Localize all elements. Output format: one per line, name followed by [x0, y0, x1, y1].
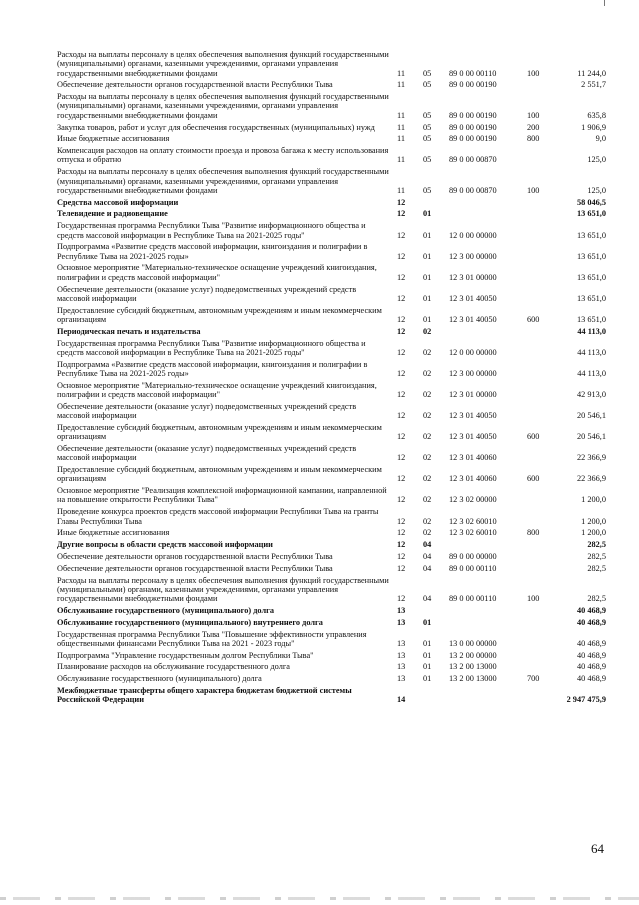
row-amount: 20 546,1: [576, 432, 606, 442]
row-section: 11: [397, 185, 405, 195]
row-target-article: 12 3 00 00000: [449, 251, 497, 261]
row-section: 12: [397, 251, 406, 261]
row-amount: 58 046,5: [576, 197, 606, 207]
row-expense-type: [527, 208, 562, 220]
row-subsection: 04: [423, 540, 432, 550]
row-expense-type: [527, 443, 562, 464]
row-name: Средства массовой информации: [57, 197, 179, 207]
row-amount: 13 651,0: [576, 293, 606, 303]
row-section: 12: [397, 432, 406, 442]
row-amount: 1 906,9: [581, 122, 606, 132]
row-target-article: 12 0 00 00000: [449, 230, 497, 240]
row-name: Основное мероприятие "Реализация комплексной информационной кампании, направленной на повышение открытости Республики Тыва": [57, 486, 387, 505]
row-subsection: 05: [423, 185, 432, 195]
row-expense-type: 600: [527, 474, 540, 484]
row-target-article: [449, 617, 527, 629]
row-name: Обеспечение деятельности (оказание услуг) подведомственных учреждений средств массовой информации: [57, 401, 357, 421]
row-expense-type: [527, 685, 562, 706]
row-expense-type: [527, 241, 562, 262]
row-section: 11: [397, 134, 405, 144]
row-target-article: 13 2 00 00000: [449, 650, 497, 660]
table-row: [57, 145, 612, 166]
row-expense-type: [527, 326, 562, 338]
budget-table: [57, 49, 612, 706]
row-name: Расходы на выплаты персоналу в целях обеспечения выполнения функций государственными (муниципальными) органами, казенными учреждениями, органами управления государственными внебюджетными фондами: [57, 92, 389, 120]
table-row: [57, 401, 612, 422]
row-amount: 1 200,0: [581, 528, 606, 538]
row-expense-type: [527, 145, 562, 166]
row-section: 12: [397, 326, 406, 336]
row-section: 12: [397, 293, 406, 303]
row-subsection: 01: [423, 230, 432, 240]
row-target-article: 12 3 01 40060: [449, 474, 497, 484]
row-subsection: 05: [423, 80, 432, 90]
row-amount: 282,5: [587, 594, 606, 604]
row-target-article: 12 3 01 40050: [449, 293, 497, 303]
row-name: Периодическая печать и издательства: [57, 326, 201, 336]
row-target-article: 12 0 00 00000: [449, 347, 497, 357]
row-target-article: 12 3 00 00000: [449, 368, 497, 378]
row-name: Обслуживание государственного (муниципального) долга: [57, 605, 275, 615]
row-subsection: 02: [423, 432, 432, 442]
table-row: [57, 485, 612, 506]
row-subsection: 05: [423, 110, 432, 120]
row-name: Обеспечение деятельности (оказание услуг) подведомственных учреждений средств массовой информации: [57, 284, 357, 303]
row-target-article: 13 0 00 00000: [449, 638, 497, 648]
row-subsection: 02: [423, 347, 432, 357]
row-target-article: 89 0 00 00870: [449, 155, 497, 165]
row-subsection: 01: [423, 293, 432, 303]
table-row: [57, 685, 612, 706]
row-expense-type: [527, 506, 562, 527]
row-amount: 1 200,0: [581, 495, 606, 505]
row-name: Иные бюджетные ассигнования: [57, 528, 170, 538]
row-target-article: 89 0 00 00110: [449, 594, 497, 604]
row-amount: 2 551,7: [581, 80, 606, 90]
row-expense-type: [527, 650, 562, 662]
row-section: 12: [397, 563, 406, 573]
row-subsection: 04: [423, 594, 432, 604]
row-target-article: 12 3 02 60010: [449, 528, 497, 538]
table-row: [57, 208, 612, 220]
row-amount: 20 546,1: [576, 411, 606, 421]
table-row: [57, 79, 612, 91]
row-expense-type: [527, 262, 562, 283]
table-row: [57, 262, 612, 283]
row-name: Предоставление субсидий бюджетным, автономным учреждениям и иным некоммерческим организациям: [57, 305, 382, 324]
row-expense-type: [527, 605, 562, 617]
row-subsection: 05: [423, 155, 432, 165]
row-expense-type: [527, 220, 562, 241]
table-row: [57, 380, 612, 401]
table-row: [57, 563, 612, 575]
row-amount: 40 468,9: [576, 638, 606, 648]
row-expense-type: 700: [527, 674, 540, 684]
row-amount: 13 651,0: [576, 314, 606, 324]
row-amount: 42 913,0: [576, 390, 606, 399]
row-target-article: [449, 208, 527, 220]
scan-bottom-edge: [0, 897, 639, 900]
table-body: [57, 49, 612, 706]
table-row: [57, 166, 612, 196]
row-section: 12: [397, 540, 406, 550]
row-name: Государственная программа Республики Тыва "Развитие информационного общества и средств массовой информации в Республике Тыва на 2021-2025 годы": [57, 221, 366, 240]
table-row: [57, 673, 612, 685]
row-amount: 40 468,9: [576, 605, 606, 615]
row-expense-type: 100: [527, 68, 540, 78]
row-expense-type: [527, 661, 562, 673]
table-row: [57, 506, 612, 527]
row-name: Предоставление субсидий бюджетным, автономным учреждениям и иным некоммерческим организациям: [57, 422, 382, 442]
row-subsection: 01: [423, 650, 432, 660]
row-target-article: [449, 605, 527, 617]
row-section: 12: [397, 314, 406, 324]
row-section: 13: [397, 638, 406, 648]
row-name: Предоставление субсидий бюджетным, автономным учреждениям и иным некоммерческим организациям: [57, 465, 382, 484]
row-amount: 44 113,0: [577, 368, 606, 378]
row-target-article: 12 3 01 40050: [449, 411, 497, 421]
row-expense-type: 200: [527, 122, 540, 132]
table-row: [57, 197, 612, 209]
row-subsection: 02: [423, 453, 432, 463]
row-expense-type: 800: [527, 528, 540, 538]
row-section: 12: [397, 368, 406, 378]
row-target-article: 12 3 01 40050: [449, 314, 497, 324]
row-section: 12: [397, 594, 406, 604]
row-subsection: 05: [423, 68, 432, 78]
row-subsection: 01: [423, 674, 432, 684]
row-amount: 44 113,0: [577, 326, 606, 336]
row-subsection: 05: [423, 134, 432, 144]
row-section: 11: [397, 155, 405, 165]
row-amount: 40 468,9: [576, 650, 606, 660]
row-name: Межбюджетные трансферты общего характера бюджетам бюджетной системы Российской Федерации: [57, 686, 352, 705]
row-section: 12: [397, 411, 406, 421]
row-amount: 9,0: [595, 134, 606, 144]
table-row: [57, 241, 612, 262]
row-section: 12: [397, 230, 406, 240]
row-expense-type: [527, 563, 562, 575]
row-subsection: 01: [423, 617, 432, 627]
row-target-article: 89 0 00 00110: [449, 563, 497, 573]
table-row: [57, 220, 612, 241]
row-name: Подпрограмма «Развитие средств массовой информации, книгоиздания и полиграфии в Республике Тыва на 2021-2025 годы»: [57, 359, 368, 378]
row-name: Обслуживание государственного (муниципального) долга: [57, 674, 262, 684]
row-section: 12: [397, 197, 406, 207]
row-amount: 635,8: [587, 110, 606, 120]
row-name: Планирование расходов на обслуживание государственного долга: [57, 662, 290, 672]
row-amount: 13 651,0: [576, 230, 606, 240]
row-target-article: 12 3 02 00000: [449, 495, 497, 505]
row-name: Компенсация расходов на оплату стоимости проезда и провоза багажа к месту использования отпуска и обратно: [57, 146, 389, 165]
row-expense-type: [527, 79, 562, 91]
table-row: [57, 661, 612, 673]
row-target-article: 12 3 01 00000: [449, 272, 497, 282]
row-name: Основное мероприятие "Материально-техническое оснащение учреждений книгоиздания, полиграфии и средств массовой информации": [57, 380, 377, 399]
row-expense-type: 600: [527, 432, 540, 442]
row-section: 13: [397, 605, 406, 615]
row-target-article: [449, 685, 527, 706]
row-target-article: 13 2 00 13000: [449, 674, 497, 684]
table-row: [57, 91, 612, 121]
row-name: Закупка товаров, работ и услуг для обеспечения государственных (муниципальных) нужд: [57, 122, 375, 132]
row-name: Проведение конкурса проектов средств массовой информации Республики Тыва на гранты Главы Республики Тыва: [57, 507, 379, 526]
row-section: 12: [397, 495, 406, 505]
row-amount: 2 947 475,9: [566, 695, 606, 705]
row-section: 14: [397, 695, 406, 705]
row-target-article: 12 3 01 40060: [449, 453, 497, 463]
row-amount: 125,0: [587, 155, 606, 165]
row-subsection: 02: [423, 368, 432, 378]
row-expense-type: 100: [527, 594, 540, 604]
row-subsection: 02: [423, 516, 432, 526]
table-row: [57, 443, 612, 464]
row-name: Обеспечение деятельности (оказание услуг) подведомственных учреждений средств массовой информации: [57, 443, 357, 463]
row-section: 11: [397, 110, 405, 120]
row-subsection: 04: [423, 563, 432, 573]
row-expense-type: 800: [527, 134, 540, 144]
table-row: [57, 359, 612, 380]
row-section: 12: [397, 347, 406, 357]
row-amount: 22 366,9: [576, 474, 606, 484]
row-target-article: [449, 326, 527, 338]
row-section: 12: [397, 528, 406, 538]
row-name: Другие вопросы в области средств массовой информации: [57, 540, 273, 550]
row-expense-type: [527, 197, 562, 209]
row-amount: 13 651,0: [576, 209, 606, 219]
row-expense-type: [527, 629, 562, 650]
row-subsection: 01: [423, 209, 432, 219]
row-target-article: 12 3 01 00000: [449, 390, 497, 399]
row-name: Государственная программа Республики Тыва "Развитие информационного общества и средств массовой информации в Республике Тыва на 2021-2025 годы": [57, 338, 366, 357]
row-section: 12: [397, 390, 406, 399]
row-section: 13: [397, 674, 406, 684]
row-expense-type: 100: [527, 110, 540, 120]
row-amount: 40 468,9: [576, 674, 606, 684]
row-section: 11: [397, 80, 405, 90]
row-subsection: 02: [423, 411, 432, 421]
table-row: [57, 605, 612, 617]
row-expense-type: [527, 539, 562, 551]
row-target-article: 13 2 00 13000: [449, 662, 497, 672]
row-name: Обеспечение деятельности органов государственной власти Республики Тыва: [57, 551, 333, 561]
row-name: Расходы на выплаты персоналу в целях обеспечения выполнения функций государственными (муниципальными) органами, казенными учреждениями, органами управления государственными внебюджетными фондами: [57, 50, 389, 78]
row-amount: 125,0: [587, 185, 606, 195]
row-name: Расходы на выплаты персоналу в целях обеспечения выполнения функций государственными (муниципальными) органами, казенными учреждениями, органами управления государственными внебюджетными фондами: [57, 575, 389, 604]
table-row: [57, 338, 612, 359]
row-section: 12: [397, 272, 406, 282]
table-row: [57, 326, 612, 338]
table-row: [57, 422, 612, 443]
row-target-article: 89 0 00 00110: [449, 68, 497, 78]
row-subsection: [423, 197, 449, 209]
row-amount: 1 200,0: [581, 516, 606, 526]
row-name: Обслуживание государственного (муниципального) внутреннего долга: [57, 617, 323, 627]
row-section: 12: [397, 551, 406, 561]
row-subsection: 01: [423, 272, 432, 282]
row-name: Иные бюджетные ассигнования: [57, 134, 170, 144]
row-section: 12: [397, 453, 406, 463]
row-subsection: 01: [423, 662, 432, 672]
table-row: [57, 527, 612, 539]
row-target-article: 12 3 01 40050: [449, 432, 497, 442]
row-amount: 40 468,9: [576, 617, 606, 627]
row-subsection: [423, 605, 449, 617]
row-target-article: 89 0 00 00190: [449, 110, 497, 120]
row-expense-type: [527, 359, 562, 380]
row-amount: 13 651,0: [576, 251, 606, 261]
row-name: Расходы на выплаты персоналу в целях обеспечения выполнения функций государственными (муниципальными) органами, казенными учреждениями, органами управления государственными внебюджетными фондами: [57, 167, 389, 195]
row-section: 13: [397, 662, 406, 672]
row-section: 11: [397, 122, 405, 132]
row-expense-type: [527, 485, 562, 506]
row-amount: 40 468,9: [576, 662, 606, 672]
row-section: 13: [397, 617, 406, 627]
scan-edge-mark: [604, 0, 605, 6]
row-name: Подпрограмма «Развитие средств массовой информации, книгоиздания и полиграфии в Республике Тыва на 2021-2025 годы»: [57, 242, 368, 261]
row-subsection: 01: [423, 638, 432, 648]
table-row: [57, 575, 612, 605]
table-row: [57, 49, 612, 79]
row-name: Телевидение и радиовещание: [57, 209, 168, 219]
row-amount: 282,5: [587, 551, 606, 561]
row-subsection: 01: [423, 251, 432, 261]
table-row: [57, 551, 612, 563]
row-amount: 22 366,9: [576, 453, 606, 463]
row-amount: 282,5: [587, 563, 606, 573]
row-subsection: 02: [423, 390, 432, 399]
row-target-article: 89 0 00 00190: [449, 122, 497, 132]
row-subsection: 02: [423, 528, 432, 538]
table-row: [57, 650, 612, 662]
row-name: Обеспечение деятельности органов государственной власти Республики Тыва: [57, 563, 333, 573]
row-section: 13: [397, 650, 406, 660]
row-subsection: 02: [423, 326, 432, 336]
row-section: 12: [397, 516, 406, 526]
row-section: 12: [397, 474, 406, 484]
row-target-article: 89 0 00 00190: [449, 134, 497, 144]
row-amount: 44 113,0: [577, 347, 606, 357]
row-name: Государственная программа Республики Тыва "Повышение эффективности управления общественными финансами Республики Тыва на 2021 - 2023 годы": [57, 629, 367, 648]
table-row: [57, 122, 612, 134]
row-expense-type: 600: [527, 314, 540, 324]
row-name: Основное мероприятие "Материально-техническое оснащение учреждений книгоиздания, полиграфии и средств массовой информации": [57, 263, 377, 282]
row-target-article: 89 0 00 00000: [449, 551, 497, 561]
row-section: 12: [397, 209, 406, 219]
row-target-article: [449, 197, 527, 209]
table-row: [57, 629, 612, 650]
row-target-article: 89 0 00 00190: [449, 80, 497, 90]
row-subsection: 01: [423, 314, 432, 324]
row-target-article: 12 3 02 60010: [449, 516, 497, 526]
row-amount: 13 651,0: [576, 272, 606, 282]
table-row: [57, 539, 612, 551]
row-expense-type: 100: [527, 185, 540, 195]
row-target-article: 89 0 00 00870: [449, 185, 497, 195]
row-section: 11: [397, 68, 405, 78]
row-subsection: 02: [423, 495, 432, 505]
row-amount: 11 244,0: [577, 68, 606, 78]
row-subsection: 05: [423, 122, 432, 132]
row-subsection: [423, 685, 449, 706]
row-name: Обеспечение деятельности органов государственной власти Республики Тыва: [57, 80, 333, 90]
page-number: 64: [591, 841, 604, 856]
row-expense-type: [527, 551, 562, 563]
table-row: [57, 284, 612, 305]
row-expense-type: [527, 401, 562, 422]
row-amount: 282,5: [587, 540, 606, 550]
row-subsection: 04: [423, 551, 432, 561]
table-row: [57, 305, 612, 326]
row-expense-type: [527, 284, 562, 305]
row-expense-type: [527, 338, 562, 359]
row-expense-type: [527, 617, 562, 629]
row-expense-type: [527, 380, 562, 401]
row-name: Подпрограмма "Управление государственным долгом Республики Тыва": [57, 650, 314, 660]
table-row: [57, 133, 612, 145]
table-row: [57, 464, 612, 485]
table-row: [57, 617, 612, 629]
row-target-article: [449, 539, 527, 551]
row-subsection: 02: [423, 474, 432, 484]
